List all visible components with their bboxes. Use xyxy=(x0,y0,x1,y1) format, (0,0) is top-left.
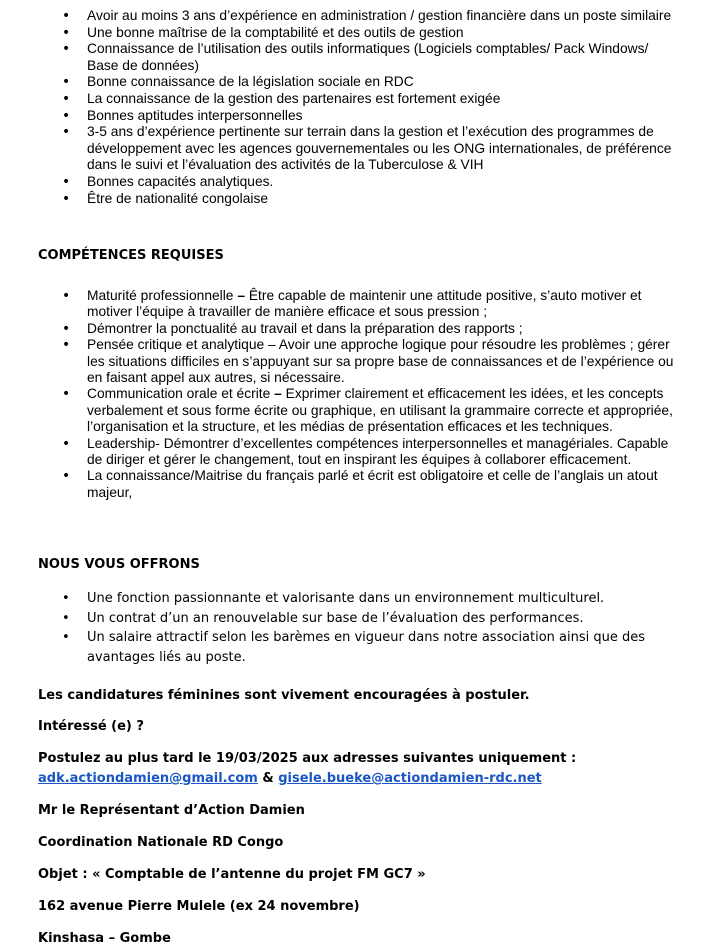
interested-text: Intéressé (e) ? xyxy=(38,719,144,734)
coordination-line: Coordination Nationale RD Congo xyxy=(38,835,284,850)
list-item: • Être de nationalité congolaise xyxy=(38,191,678,208)
item-lead: La connaissance/Maitrise du français parlé et écrit est obligatoire et celle de l’anglais un atout majeur, xyxy=(87,468,658,500)
subject-line: Objet : « Comptable de l’antenne du projet FM GC7 » xyxy=(38,867,426,882)
list-item: • Une bonne maîtrise de la comptabilité et des outils de gestion xyxy=(38,25,678,42)
item-text: Exprimer clairement et efficacement les idées, et les concepts verbalement et sous forme écrite ou graphique, en utilisant la grammaire correcte et appropriée, l’organisation et la structure, et les médias de présentation efficaces et les techniques. xyxy=(87,386,673,435)
list-item xyxy=(38,321,683,337)
list-item: • Connaissance de l’utilisation des outils informatiques (Logiciels comptables/ Pack Windows/ Base de données) xyxy=(38,41,678,74)
email-line xyxy=(38,769,542,788)
offre-list xyxy=(38,589,678,667)
list-item xyxy=(38,337,683,386)
competences-list xyxy=(38,288,683,501)
apply-deadline: Postulez au plus tard le 19/03/2025 aux adresses suivantes uniquement : xyxy=(38,751,577,766)
list-item: • Bonnes capacités analytiques. xyxy=(38,174,678,191)
offre-heading: NOUS VOUS OFFRONS xyxy=(38,557,200,572)
list-item: • Un contrat d’un an renouvelable sur base de l’évaluation des performances. xyxy=(38,609,678,629)
item-lead: Maturité professionnelle xyxy=(87,288,238,303)
competences-heading: COMPÉTENCES REQUISES xyxy=(38,248,224,263)
dash: – xyxy=(274,386,282,402)
list-item xyxy=(38,436,683,469)
list-item: • Un salaire attractif selon les barèmes en vigueur dans notre association ainsi que des avantages liés au poste. xyxy=(38,628,678,667)
address-line: 162 avenue Pierre Mulele (ex 24 novembre) xyxy=(38,899,360,914)
list-item: • Avoir au moins 3 ans d’expérience en administration / gestion financière dans un poste similaire xyxy=(38,8,678,25)
list-item: • Bonnes aptitudes interpersonnelles xyxy=(38,108,678,125)
dash: – xyxy=(268,337,276,353)
item-lead: Communication orale et écrite xyxy=(87,386,275,402)
dash: – xyxy=(237,288,245,303)
city-line: Kinshasa – Gombe xyxy=(38,931,171,946)
list-item xyxy=(38,386,683,435)
requirements-list xyxy=(38,8,678,207)
list-item: • Bonne connaissance de la législation sociale en RDC xyxy=(38,74,678,91)
list-item: • La connaissance de la gestion des partenaires est fortement exigée xyxy=(38,91,678,108)
list-item: • Une fonction passionnante et valorisante dans un environnement multiculturel. xyxy=(38,589,678,609)
email-link-2[interactable]: gisele.bueke@actiondamien-rdc.net xyxy=(278,771,542,786)
recipient-line: Mr le Représentant d’Action Damien xyxy=(38,803,305,818)
item-lead: Démontrer la ponctualité au travail et dans la préparation des rapports ; xyxy=(87,320,523,336)
list-item xyxy=(38,468,683,501)
item-lead: Pensée critique et analytique xyxy=(87,337,269,353)
item-text: Être capable de maintenir une attitude positive, s’auto motiver et motiver l’équipe à travailler de manière efficace et sous pression ; xyxy=(87,288,642,320)
email-link-1[interactable]: adk.actiondamien@gmail.com xyxy=(38,771,258,786)
item-lead: Leadership- Démontrer d’excellentes compétences interpersonnelles et managériales. Capable de diriger et gérer le changement, tout en inspirant les équipes à collaborer efficacement. xyxy=(87,435,669,468)
email-separator: & xyxy=(257,771,279,786)
item-text: Avoir une approche logique pour résoudre les problèmes ; gérer les situations difficiles en s’appuyant sur sa propre base de connaissances et de l’expérience ou en faisant appel aux autres, si nécessaire. xyxy=(87,337,674,386)
list-item xyxy=(38,288,683,321)
encourage-text: Les candidatures féminines sont vivement encouragées à postuler. xyxy=(38,688,530,703)
list-item: • 3-5 ans d’expérience pertinente sur terrain dans la gestion et l’exécution des programmes de développement avec les agences gouvernementales ou les ONG internationales, de préférence dans le suivi et l’évaluation des activités de la Tuberculose & VIH xyxy=(38,124,678,174)
